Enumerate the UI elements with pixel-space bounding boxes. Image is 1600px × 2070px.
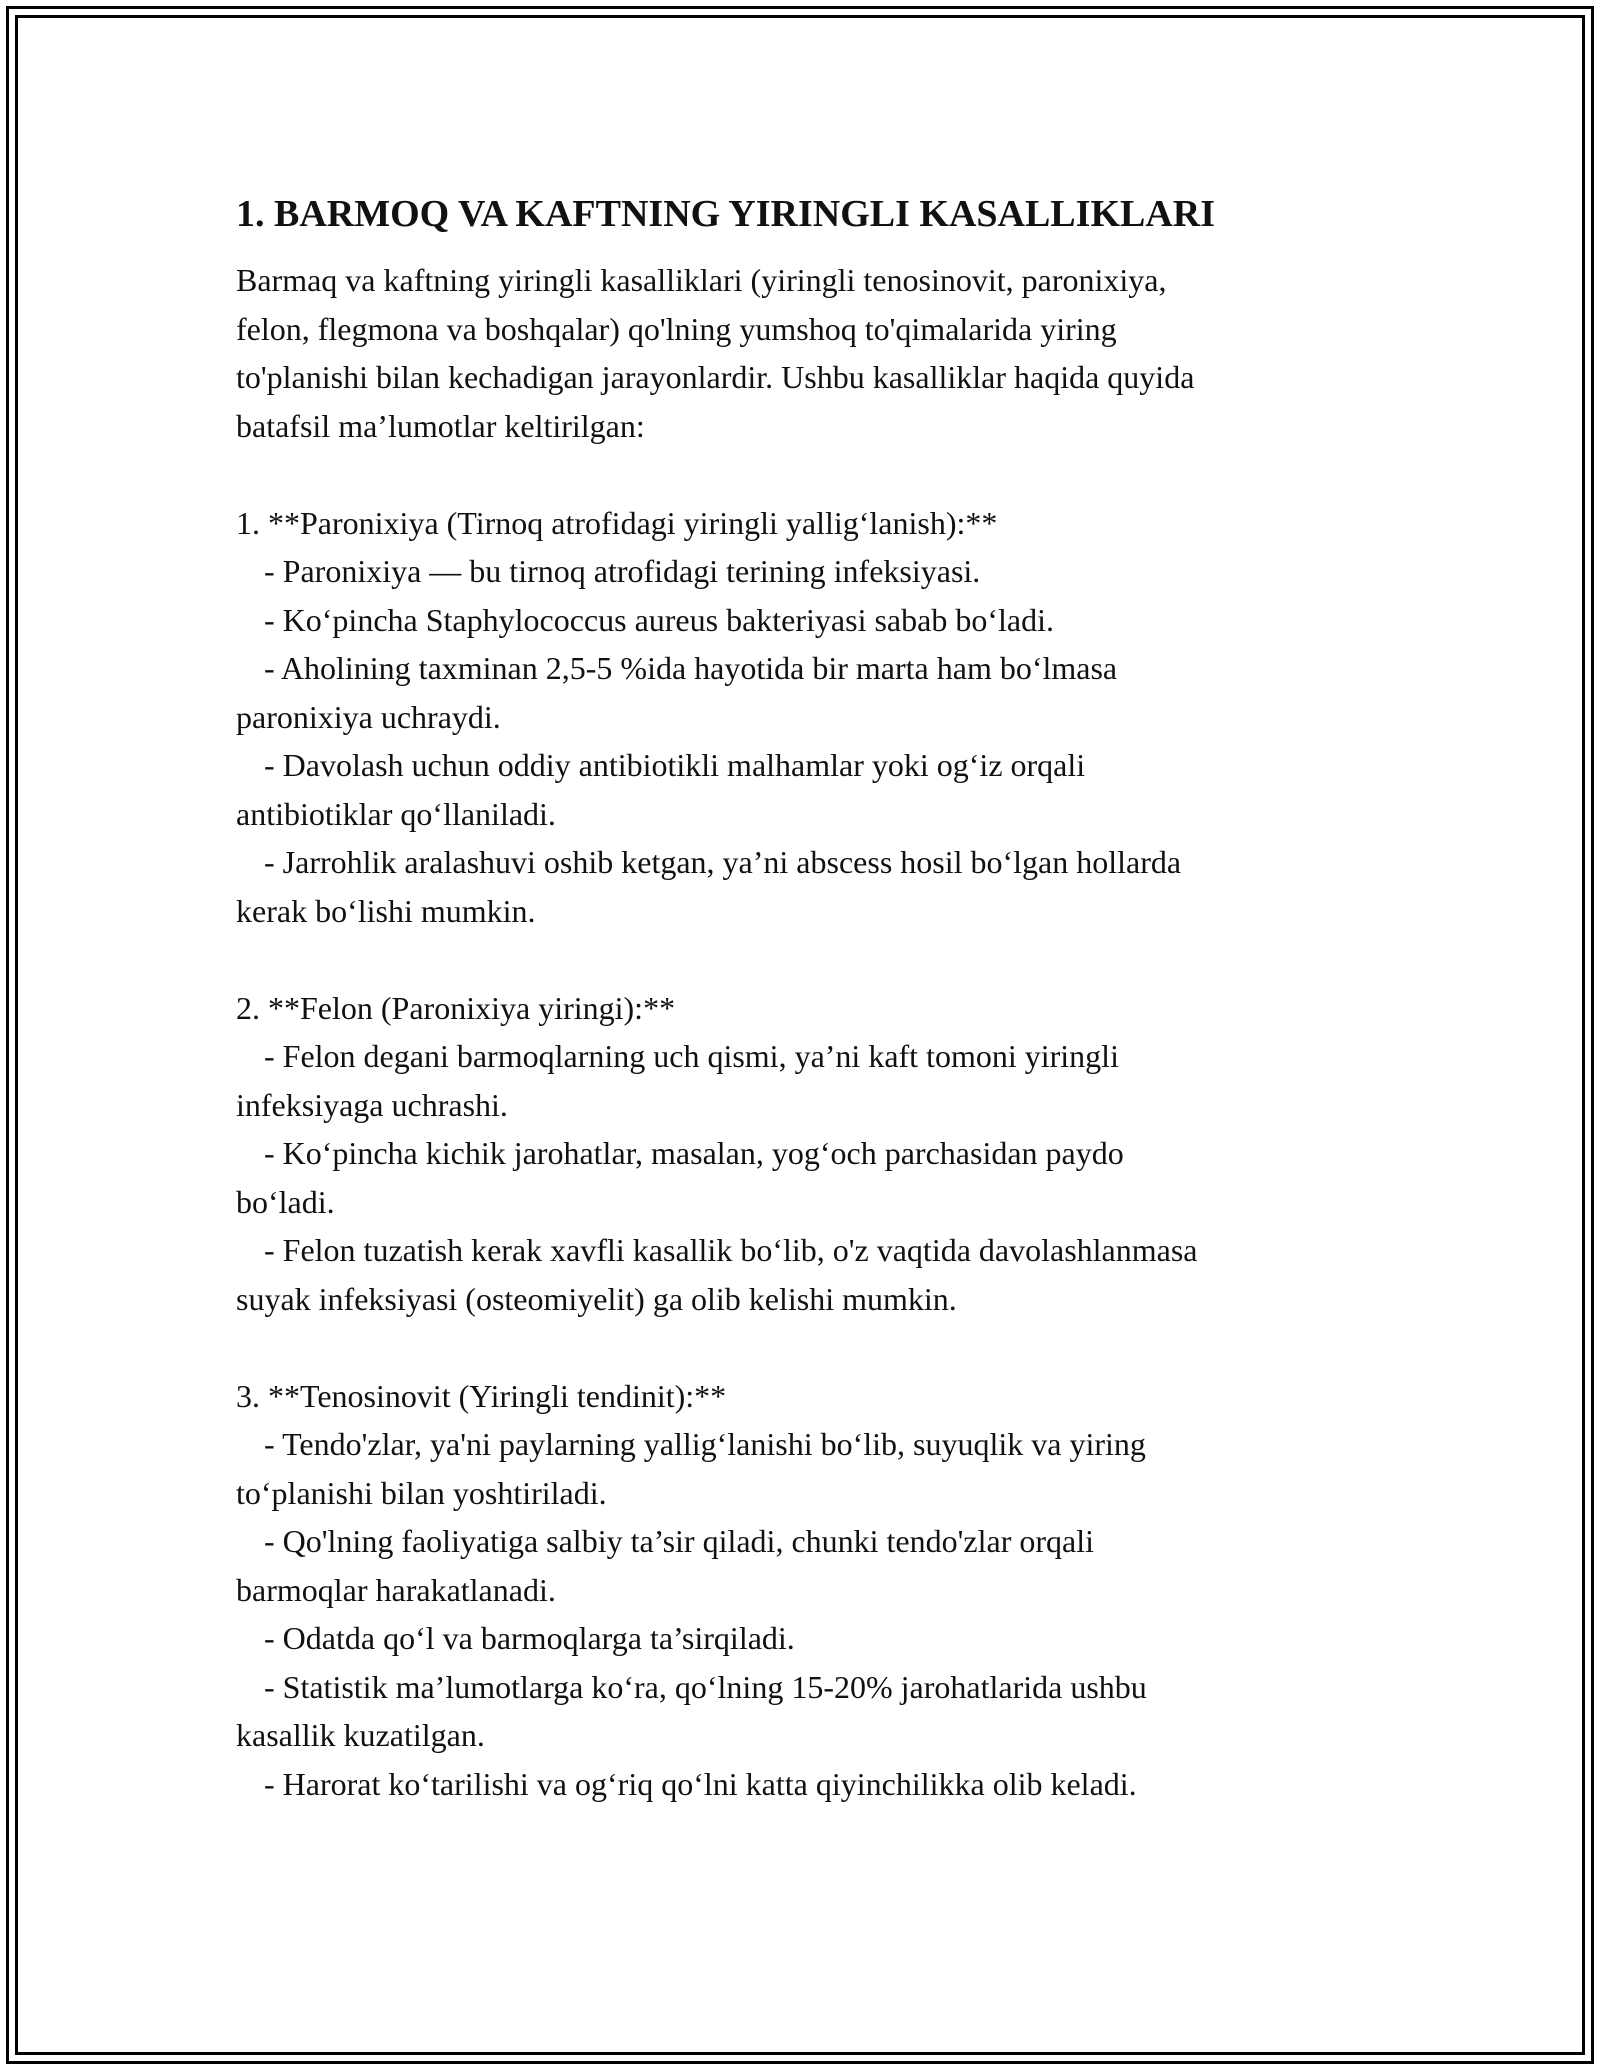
list-item: - Felon tuzatish kerak xavfli kasallik bo‘lib, o'z vaqtida davolashlanmasa suyak infeksiyasi (osteomiyelit) ga olib kelishi mumkin. [236, 1232, 1198, 1317]
list-item: - Ko‘pincha Staphylococcus aureus bakteriyasi sabab bo‘ladi. [264, 601, 1054, 638]
list-item: - Harorat ko‘tarilishi va og‘riq qo‘lni katta qiyinchilikka olib keladi. [264, 1765, 1137, 1802]
list-item: - Aholining taxminan 2,5-5 %ida hayotida bir marta ham bo‘lmasa paronixiya uchraydi. [236, 650, 1118, 735]
list-item: - Paronixiya — bu tirnoq atrofidagi terining infeksiyasi. [264, 553, 981, 589]
intro-paragraph: Barmaq va kaftning yiringli kasalliklari (yiringli tenosinovit, paronixiya, felon, flegmona va boshqalar) qo'lning yumshoq to'qimalarida yiring to'planishi bilan kechadigan jarayonlardir. Ushbu kasalliklar haqida quyida batafsil ma’lumotlar keltirilgan: [236, 262, 1195, 444]
list-item: - Davolash uchun oddiy antibiotikli malhamlar yoki og‘iz orqali antibiotiklar qo‘llaniladi. [236, 747, 1086, 832]
list-item: - Qo'lning faoliyatiga salbiy ta’sir qiladi, chunki tendo'zlar orqali barmoqlar harakatlanadi. [236, 1523, 1094, 1608]
section-paronixiya [236, 499, 1356, 936]
list-item: - Tendo'zlar, ya'ni paylarning yallig‘lanishi bo‘lib, suyuqlik va yiring to‘planishi bilan yoshtiriladi. [236, 1426, 1146, 1511]
list-item: - Odatda qo‘l va barmoqlarga ta’sirqiladi. [264, 1620, 795, 1656]
list-item: - Ko‘pincha kichik jarohatlar, masalan, yog‘och parchasidan paydo bo‘ladi. [236, 1135, 1124, 1220]
section-felon [236, 984, 1356, 1324]
list-item: - Felon degani barmoqlarning uch qismi, ya’ni kaft tomoni yiringli infeksiyaga uchrashi. [236, 1038, 1119, 1123]
section-heading: 2. **Felon (Paronixiya yiringi):** [236, 989, 676, 1026]
list-item: - Jarrohlik aralashuvi oshib ketgan, ya’ni abscess hosil bo‘lgan hollarda kerak bo‘lishi mumkin. [236, 844, 1182, 929]
document-title: 1. BARMOQ VA KAFTNING YIRINGLI KASALLIKLARI [236, 193, 1216, 235]
section-tenosinovit [236, 1372, 1356, 1809]
document-body [236, 186, 1356, 1808]
list-item: - Statistik ma’lumotlarga ko‘ra, qo‘lning 15-20% jarohatlarida ushbu kasallik kuzatilgan. [236, 1668, 1147, 1753]
section-heading: 1. **Paronixiya (Tirnoq atrofidagi yiringli yallig‘lanish):** [236, 504, 998, 541]
section-heading: 3. **Tenosinovit (Yiringli tendinit):** [236, 1377, 727, 1414]
